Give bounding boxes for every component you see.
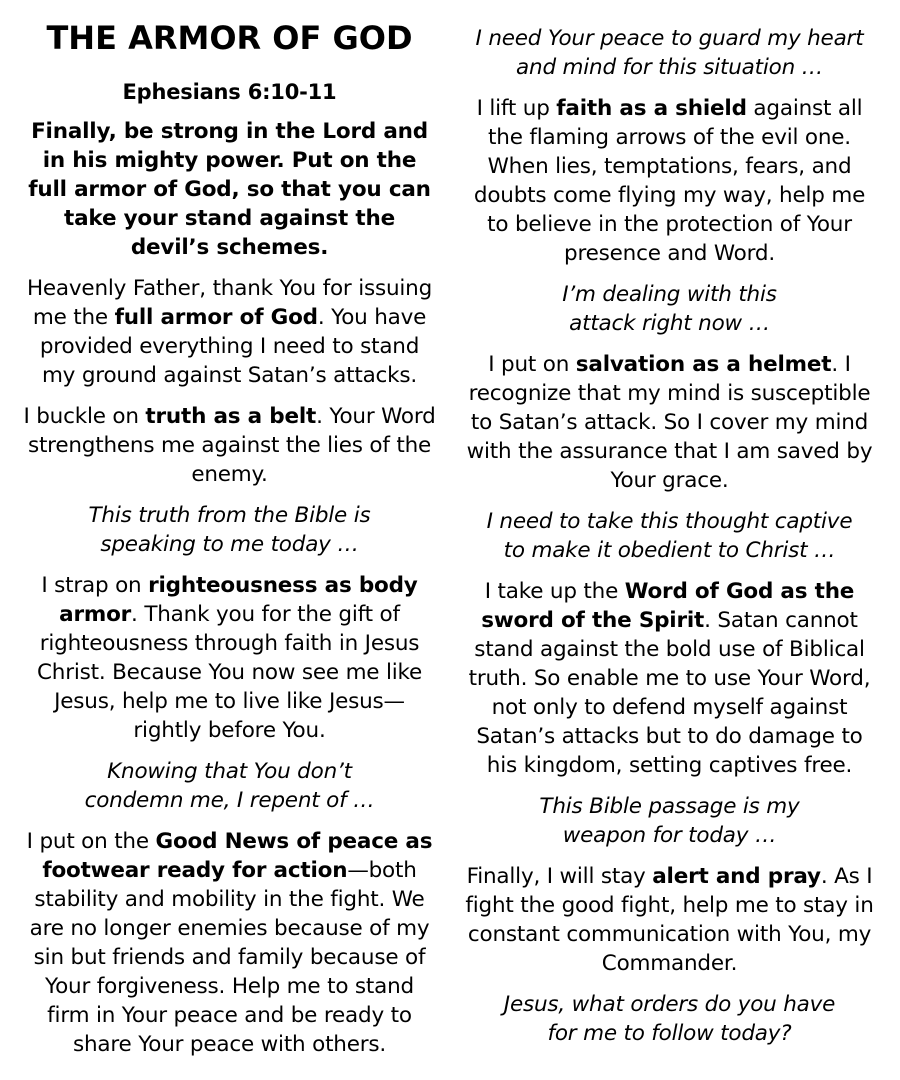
prompt-line-1: This truth from the Bible is <box>88 503 371 528</box>
helmet-text-post: . I recognize that my mind is susceptible to Satan’s attack. So I cover my mind with the assurance that I am saved by Your grace. <box>466 352 873 493</box>
pray-text-pre: Finally, I will stay <box>466 864 653 889</box>
armor-text-post: . Thank you for the gift of righteousness through faith in Jesus Christ. Because You now see me like Jesus, help me to live like Jesus—rightly before You. <box>36 602 423 743</box>
prompt-line-1: Knowing that You don’t <box>107 759 352 784</box>
right-column <box>462 0 877 1048</box>
intro-text-bold: full armor of God <box>114 305 318 330</box>
sword-text-pre: I take up the <box>484 579 625 604</box>
footwear-text-pre: I put on the <box>26 829 156 854</box>
armor-text-pre: I strap on <box>41 573 149 598</box>
pray-text-bold: alert and pray <box>652 864 821 889</box>
intro-paragraph <box>22 274 437 390</box>
prompt-line-1: I’m dealing with this <box>562 282 777 307</box>
footwear-paragraph <box>22 827 437 1059</box>
shield-text-bold: faith as a shield <box>556 96 747 121</box>
shield-text-post: against all the flaming arrows of the evil one. When lies, temptations, fears, and doubts come flying my way, help me to believe in the protection of Your presence and Word. <box>473 96 866 266</box>
shield-paragraph <box>462 94 877 268</box>
belt-text-pre: I buckle on <box>23 404 146 429</box>
sword-reflection-prompt <box>462 792 877 850</box>
scripture-verse: Finally, be strong in the Lord and in his mighty power. Put on the full armor of God, so that you can take your stand against the devil’s schemes. <box>28 119 431 260</box>
prompt-line-1: I need Your peace to guard my heart <box>475 26 864 51</box>
prompt-line-1: This Bible passage is my <box>539 794 800 819</box>
page-title: THE ARMOR OF GOD <box>46 19 413 57</box>
intro-text-post: . You have provided everything I need to stand my ground against Satan’s attacks. <box>39 305 427 388</box>
pray-paragraph <box>462 862 877 978</box>
belt-text-post: . Your Word strengthens me against the lies of the enemy. <box>27 404 436 487</box>
armor-text-bold: righteousness as body armor <box>59 573 418 627</box>
belt-reflection-prompt <box>22 501 437 559</box>
prompt-line-2: and mind for this situation … <box>516 55 823 80</box>
belt-paragraph <box>22 402 437 489</box>
helmet-paragraph <box>462 350 877 495</box>
shield-reflection-prompt <box>462 280 877 338</box>
footwear-text-post: —both stability and mobility in the fight. We are no longer enemies because of my sin but friends and family because of Your forgiveness. Help me to stand firm in Your peace and be ready to share Your peace with others. <box>29 858 430 1057</box>
pray-reflection-prompt <box>462 990 877 1048</box>
sword-text-post: . Satan cannot stand against the bold use of Biblical truth. So enable me to use Your Word, not only to defend myself against Satan’s attacks but to do damage to his kingdom, setting captives free. <box>468 608 871 778</box>
scripture-reference: Ephesians 6:10-11 <box>122 80 337 104</box>
armor-reflection-prompt <box>22 757 437 815</box>
helmet-reflection-prompt <box>462 507 877 565</box>
pray-text-post: . As I fight the good fight, help me to stay in constant communication with You, my Commander. <box>465 864 874 976</box>
sword-paragraph <box>462 577 877 780</box>
left-column <box>22 0 437 1059</box>
armor-paragraph <box>22 571 437 745</box>
footwear-text-bold: Good News of peace as footwear ready for action <box>42 829 433 883</box>
shield-text-pre: I lift up <box>476 96 557 121</box>
prompt-line-2: condemn me, I repent of … <box>84 788 375 813</box>
prompt-line-2: speaking to me today … <box>100 532 359 557</box>
intro-text-pre: Heavenly Father, thank You for issuing me the <box>26 276 433 330</box>
prompt-line-1: Jesus, what orders do you have <box>503 992 836 1017</box>
prompt-line-2: weapon for today … <box>562 823 777 848</box>
prompt-line-2: attack right now … <box>569 311 770 336</box>
helmet-text-pre: I put on <box>488 352 576 377</box>
prompt-line-2: to make it obedient to Christ … <box>503 538 836 563</box>
sword-text-bold: Word of God as the sword of the Spirit <box>481 579 855 633</box>
helmet-text-bold: salvation as a helmet <box>575 352 832 377</box>
prompt-line-1: I need to take this thought captive <box>486 509 853 534</box>
belt-text-bold: truth as a belt <box>145 404 317 429</box>
prompt-line-2: for me to follow today? <box>547 1021 792 1046</box>
footwear-reflection-prompt <box>462 24 877 82</box>
